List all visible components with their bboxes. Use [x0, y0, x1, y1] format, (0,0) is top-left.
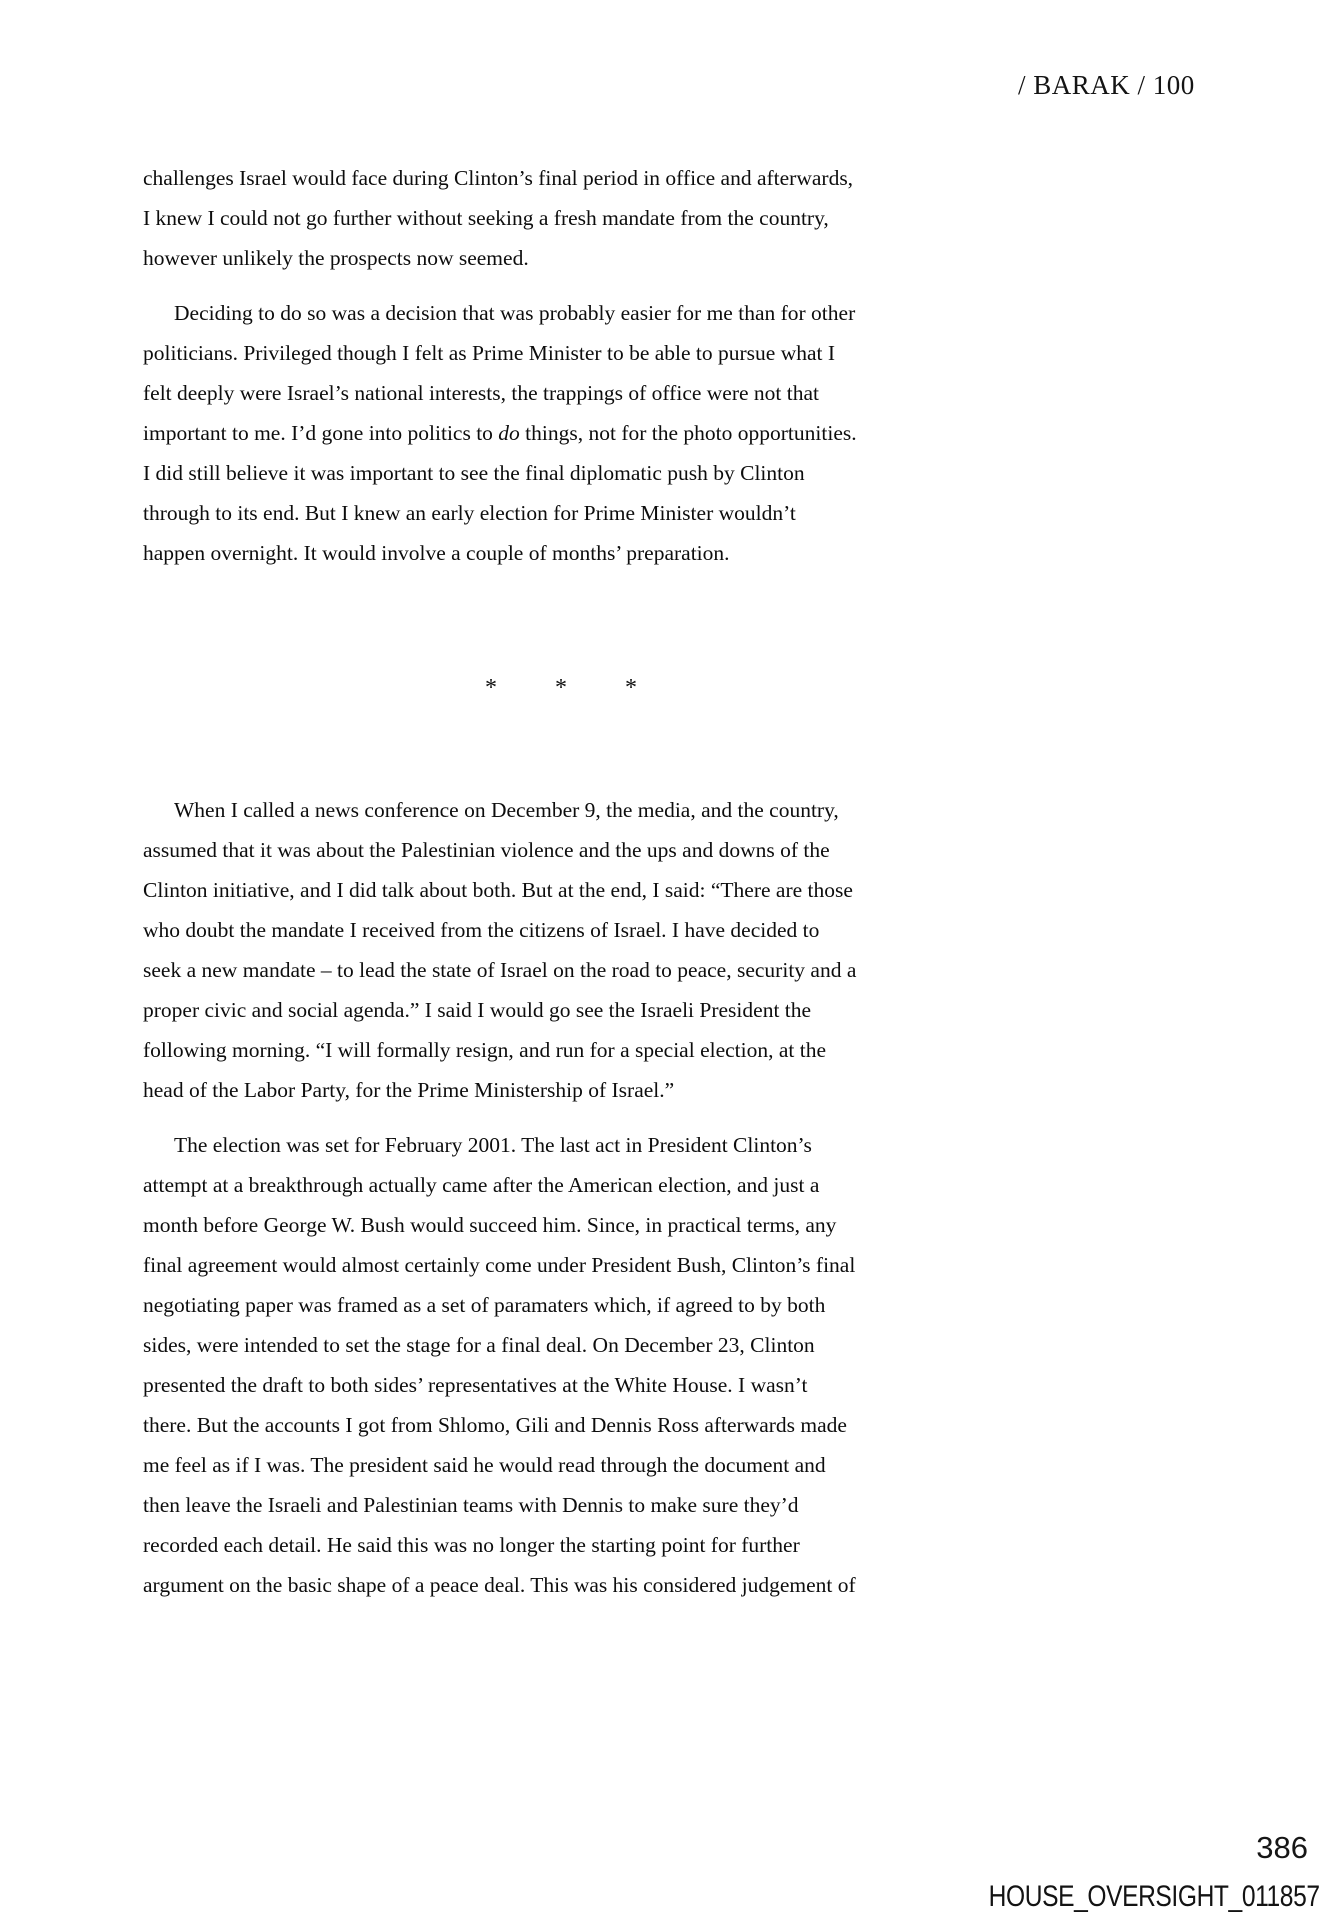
- text-line: presented the draft to both sides’ representatives at the White House. I wasn’t: [143, 1373, 808, 1397]
- text-line: negotiating paper was framed as a set of paramaters which, if agreed to by both: [143, 1293, 826, 1317]
- page-header: / BARAK / 100: [1018, 70, 1195, 100]
- text-line: following morning. “I will formally resign, and run for a special election, at the: [143, 1038, 827, 1062]
- text-line: important to me. I’d gone into politics to do things, not for the photo opportunities.: [143, 421, 857, 445]
- text-line: recorded each detail. He said this was no longer the starting point for further: [143, 1533, 800, 1557]
- asterisk: *: [555, 675, 567, 701]
- text-line: head of the Labor Party, for the Prime Ministership of Israel.”: [143, 1078, 675, 1102]
- paragraph-2: [143, 293, 979, 573]
- text-line: through to its end. But I knew an early election for Prime Minister wouldn’t: [143, 501, 796, 525]
- bates-stamp: HOUSE_OVERSIGHT_011857: [989, 1880, 1320, 1913]
- text-block: [143, 158, 979, 1605]
- paragraph-1: [143, 158, 979, 278]
- paragraph-4: [143, 1125, 979, 1605]
- text-line: sides, were intended to set the stage for a final deal. On December 23, Clinton: [143, 1333, 815, 1357]
- text-line: final agreement would almost certainly come under President Bush, Clinton’s final: [143, 1253, 856, 1277]
- text-line: month before George W. Bush would succeed him. Since, in practical terms, any: [143, 1213, 837, 1237]
- text-line: When I called a news conference on December 9, the media, and the country,: [174, 798, 839, 822]
- text-line: I did still believe it was important to see the final diplomatic push by Clinton: [143, 461, 805, 485]
- text-line: who doubt the mandate I received from the citizens of Israel. I have decided to: [143, 918, 820, 942]
- text-line: Deciding to do so was a decision that was probably easier for me than for other: [174, 301, 856, 325]
- asterisk: *: [625, 675, 637, 701]
- text-line: The election was set for February 2001. The last act in President Clinton’s: [174, 1133, 812, 1157]
- paragraph-3: [143, 790, 979, 1110]
- text-line: Clinton initiative, and I did talk about both. But at the end, I said: “There are those: [143, 878, 853, 902]
- text-line: there. But the accounts I got from Shlomo, Gili and Dennis Ross afterwards made: [143, 1413, 847, 1437]
- text-line: felt deeply were Israel’s national interests, the trappings of office were not that: [143, 381, 820, 405]
- page-number: 386: [1256, 1830, 1308, 1865]
- text-line: politicians. Privileged though I felt as Prime Minister to be able to pursue what I: [143, 341, 836, 365]
- text-line: argument on the basic shape of a peace deal. This was his considered judgement of: [143, 1573, 856, 1597]
- text-line: challenges Israel would face during Clinton’s final period in office and afterwards,: [143, 166, 854, 190]
- text-line: seek a new mandate – to lead the state of Israel on the road to peace, security and a: [143, 958, 857, 982]
- text-line: happen overnight. It would involve a couple of months’ preparation.: [143, 541, 730, 565]
- text-line: proper civic and social agenda.” I said I would go see the Israeli President the: [143, 998, 812, 1022]
- asterisk: *: [485, 675, 497, 701]
- text-line: however unlikely the prospects now seemed.: [143, 246, 529, 270]
- text-line: me feel as if I was. The president said he would read through the document and: [143, 1453, 826, 1477]
- text-line: then leave the Israeli and Palestinian teams with Dennis to make sure they’d: [143, 1493, 799, 1517]
- text-line: assumed that it was about the Palestinian violence and the ups and downs of the: [143, 838, 830, 862]
- text-line: I knew I could not go further without seeking a fresh mandate from the country,: [143, 206, 829, 230]
- text-line: attempt at a breakthrough actually came after the American election, and just a: [143, 1173, 820, 1197]
- section-separator: [143, 668, 979, 708]
